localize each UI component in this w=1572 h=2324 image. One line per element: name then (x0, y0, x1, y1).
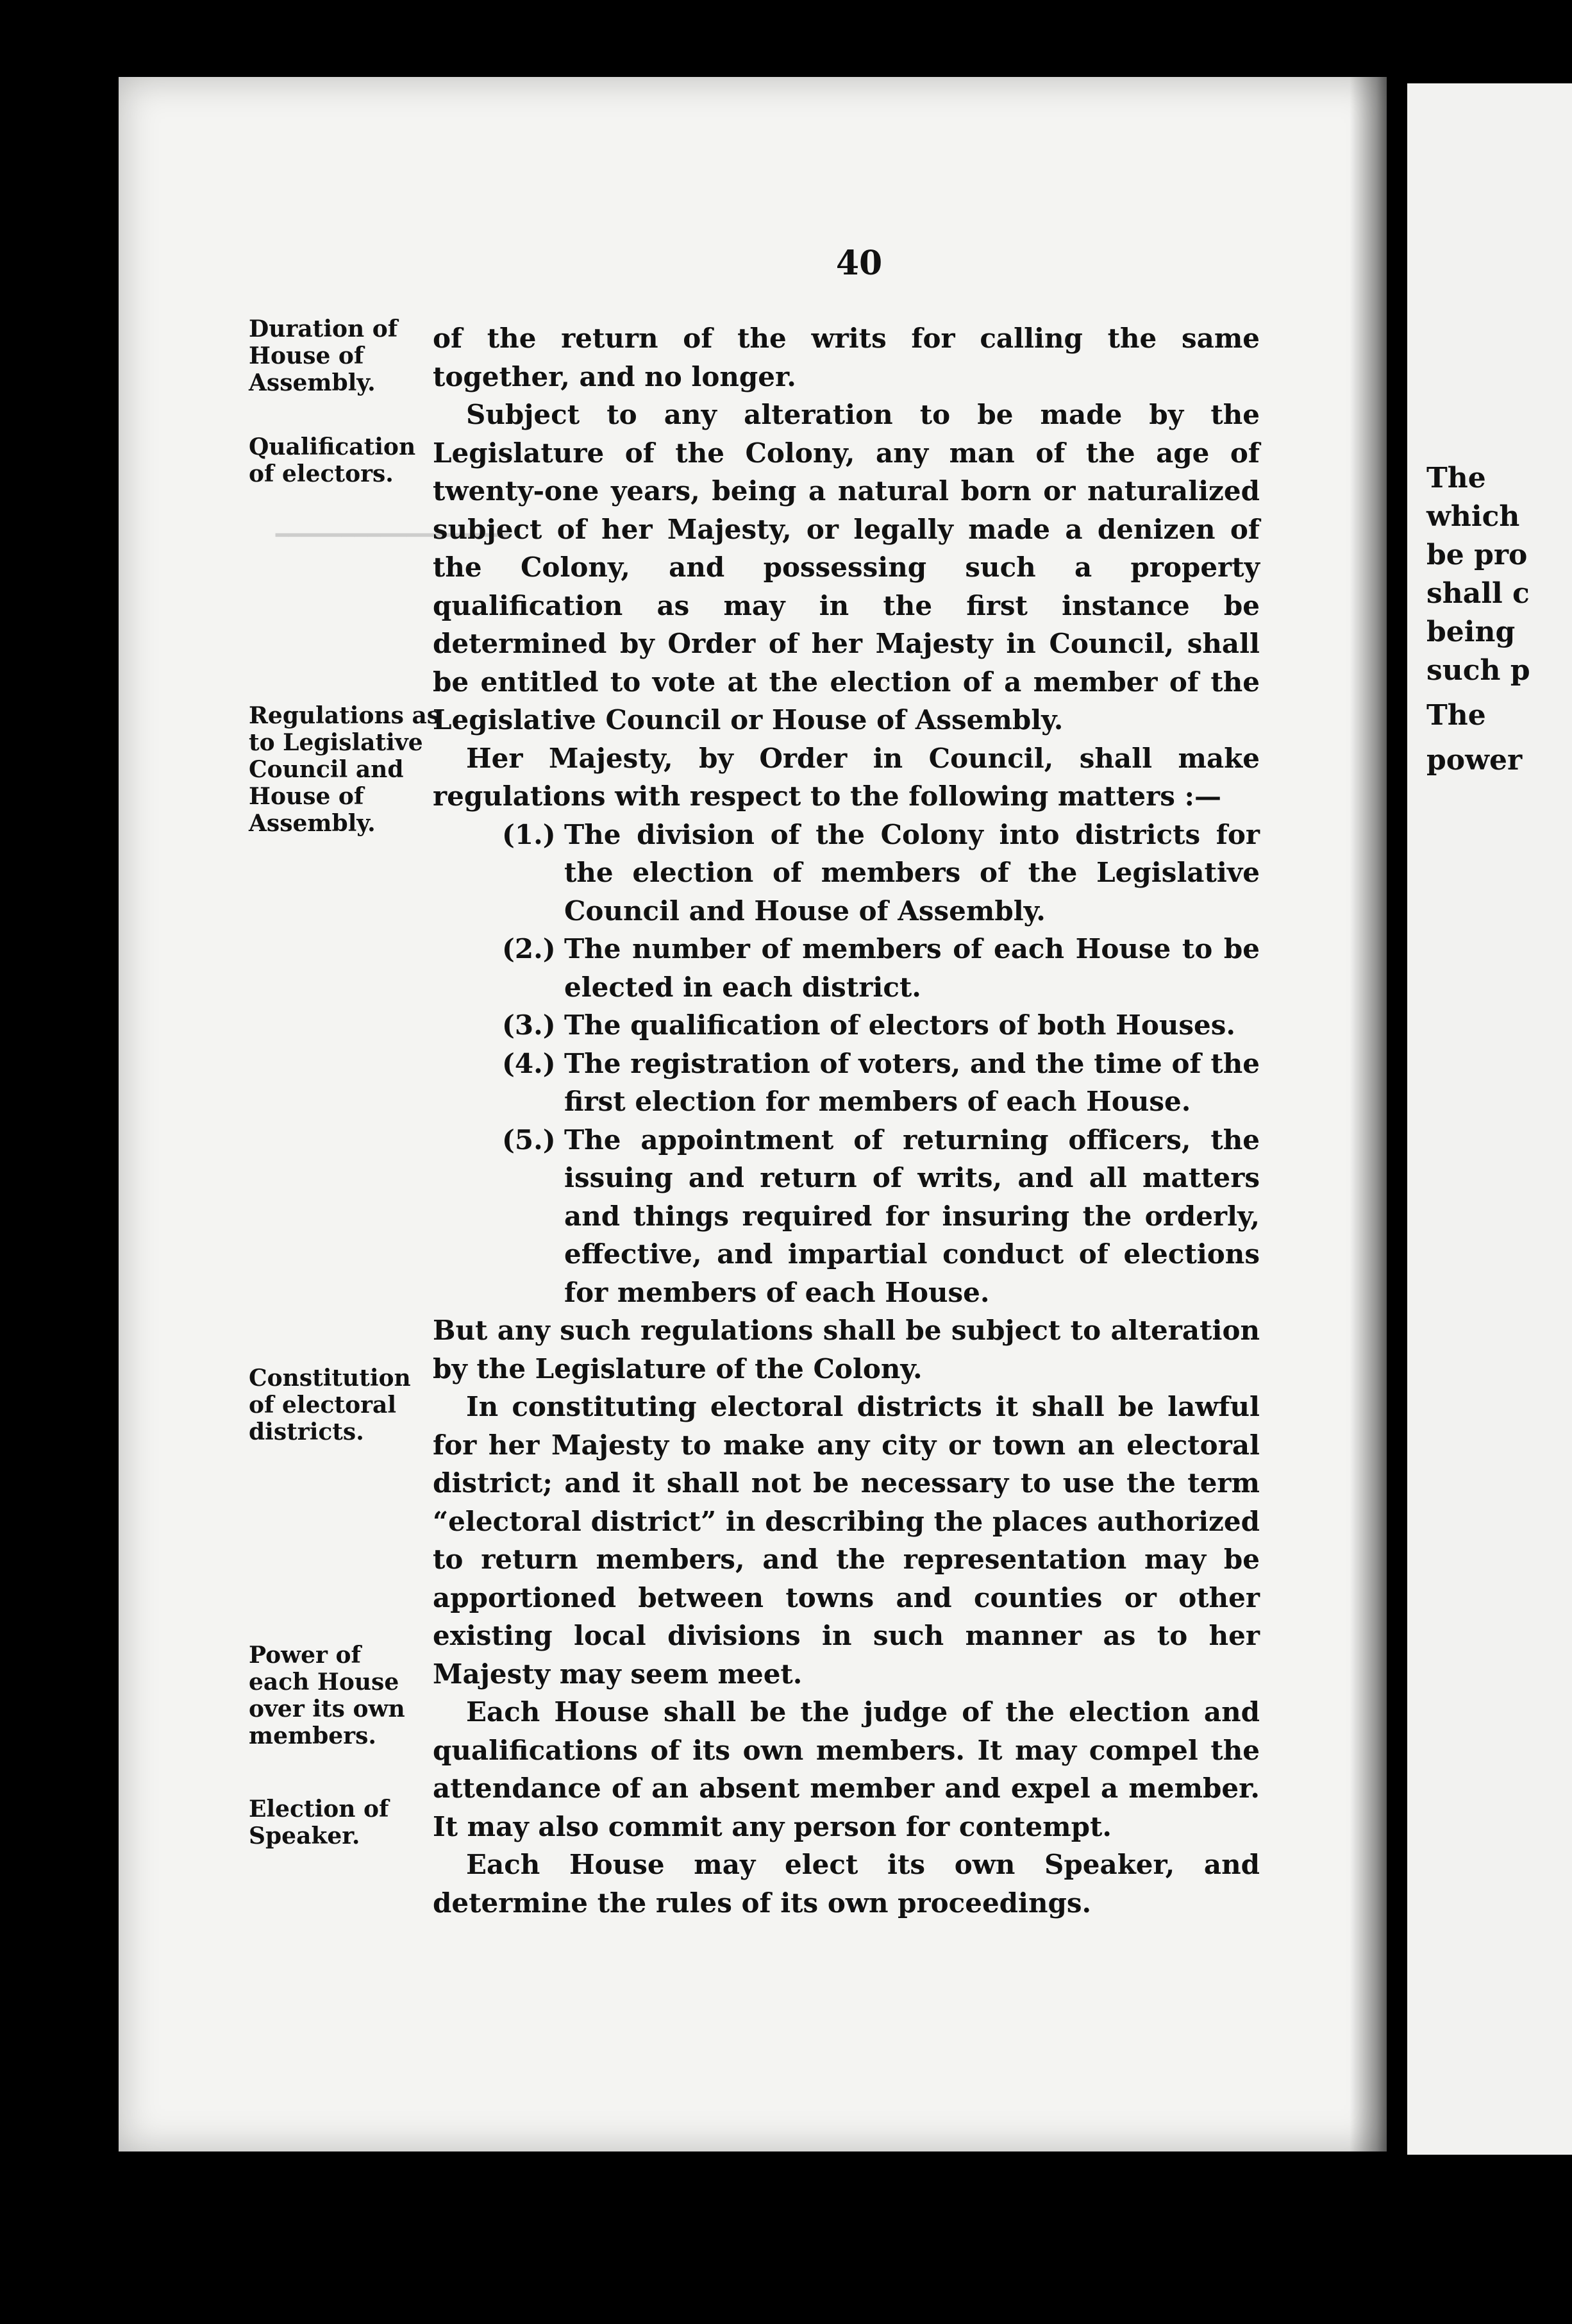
paragraph-alteration: But any such regulations shall be subject to alteration by the Legislature of the Colony. (433, 1315, 1260, 1385)
adjacent-fragment: being (1426, 616, 1516, 648)
margin-note-constitution (249, 1365, 441, 1445)
margin-note-regulations (249, 702, 441, 837)
adjacent-fragment: be pro (1426, 539, 1528, 571)
adjacent-fragment: The (1426, 699, 1486, 732)
list-item (433, 1045, 1260, 1121)
page-number: 40 (835, 244, 883, 283)
page-gutter-shadow (1350, 77, 1388, 2151)
paragraph-duration: of the return of the writs for calling the same together, and no longer. (433, 323, 1260, 392)
bleed-through-decoration: ━━━━━━━━━━━━━━━━━━ (276, 523, 512, 548)
margin-note-election (249, 1796, 441, 1849)
margin-note-line: Speaker. (249, 1823, 360, 1849)
list-item-text: The number of members of each House to be elected in each district. (564, 933, 1260, 1003)
adjacent-fragment: shall c (1426, 577, 1530, 610)
list-item-text: The division of the Colony into districts for the election of members of the Legislative Council and House of Assembly. (564, 818, 1260, 927)
list-item-number: (2.) (502, 933, 556, 964)
paragraph-power: Each House shall be the judge of the election and qualifications of its own members. It may compel the attendance of an absent member and expel a member. It may also commit any person for contempt. (433, 1696, 1260, 1842)
margin-note-line: Qualification (249, 434, 416, 460)
margin-note-line: of electors. (249, 460, 394, 487)
margin-note-duration (249, 316, 441, 396)
margin-note-line: over its own (249, 1696, 405, 1722)
list-item-number: (1.) (502, 818, 556, 850)
margin-note-line: Power of (249, 1642, 362, 1669)
margin-note-line: House of (249, 783, 364, 810)
adjacent-fragment: which (1426, 500, 1520, 533)
margin-note-power (249, 1642, 441, 1749)
margin-note-line: Constitution (249, 1365, 411, 1392)
margin-note-line: Council and (249, 756, 404, 783)
adjacent-page (1407, 83, 1572, 2155)
paragraph-regulations: Her Majesty, by Order in Council, shall make regulations with respect to the following matters :— (433, 742, 1260, 812)
list-item-number: (4.) (502, 1047, 556, 1079)
adjacent-fragment: The (1426, 462, 1486, 494)
margin-note-line: districts. (249, 1419, 364, 1445)
list-item-text: The registration of voters, and the time of the first election for members of each House. (564, 1047, 1260, 1117)
margin-note-line: to Legislative (249, 729, 423, 756)
list-item (433, 1121, 1260, 1312)
list-item-number: (5.) (502, 1124, 556, 1156)
list-item-text: The appointment of returning officers, the issuing and return of writs, and all matters and things required for insuring the orderly, effective, and impartial conduct of elections for members of each House. (564, 1124, 1260, 1308)
margin-note-line: Election of (249, 1796, 389, 1823)
margin-note-line: Assembly. (249, 369, 376, 396)
list-item (433, 930, 1260, 1006)
margin-note-line: Regulations as (249, 702, 440, 729)
paragraph-constitution: In constituting electoral districts it shall be lawful for her Majesty to make any city or town an electoral district; and it shall not be necessary to use the term “electoral district” in describing the places authorized to return members, and the representation may be apportioned between towns and counties or other existing local divisions in such manner as to her Majesty may seem meet. (433, 1391, 1260, 1690)
margin-note-line: Assembly. (249, 810, 376, 837)
body-text (433, 319, 1260, 1922)
margin-note-line: each House (249, 1669, 399, 1696)
margin-note-line: House of (249, 342, 364, 369)
adjacent-fragment: such p (1426, 654, 1530, 687)
list-item (433, 816, 1260, 930)
paragraph-qualification: Subject to any alteration to be made by the Legislature of the Colony, any man of the age of twenty-one years, being a natural born or naturalized subject of her Majesty, or legally made a denizen of the Colony, and possessing such a property qualification as may in the first instance be determined by Order of her Majesty in Council, shall be entitled to vote at the election of a member of the Legislative Council or House of Assembly. (433, 399, 1260, 736)
list-item (433, 1006, 1260, 1045)
paragraph-speaker: Each House may elect its own Speaker, and determine the rules of its own proceedings. (433, 1849, 1260, 1919)
margin-note-line: of electoral (249, 1392, 397, 1419)
margin-note-qualification (249, 434, 441, 487)
list-item-text: The qualification of electors of both Houses. (564, 1009, 1236, 1041)
margin-note-line: members. (249, 1722, 376, 1749)
list-item-number: (3.) (502, 1009, 556, 1041)
adjacent-fragment: power (1426, 744, 1523, 777)
margin-note-line: Duration of (249, 316, 398, 342)
